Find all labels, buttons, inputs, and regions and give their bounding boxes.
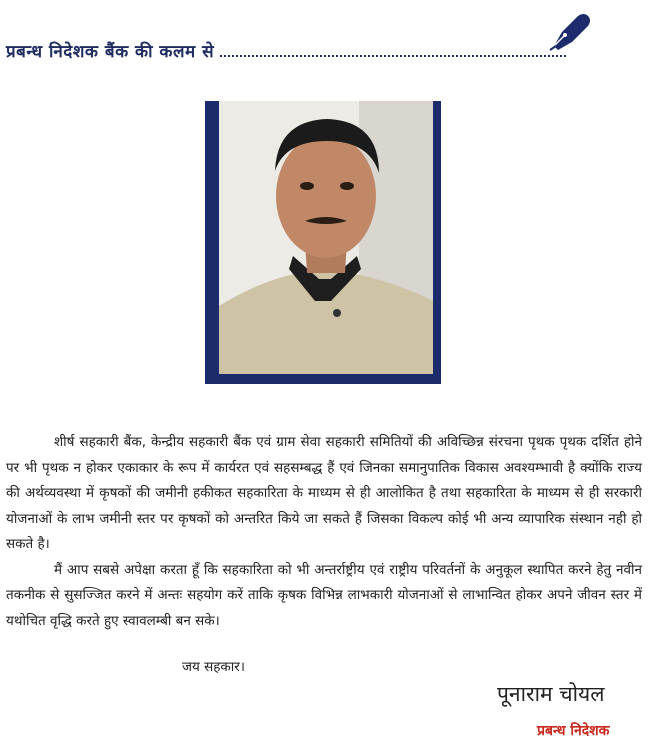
- signature-name: पूनाराम चोयल: [497, 682, 605, 706]
- message-paragraph-1: शीर्ष सहकारी बैंक, केन्द्रीय सहकारी बैंक एवं ग्राम सेवा सहकारी समितियों की अविच्छिन्न संरचना पृथक पृथक दर्शित होने पर भी पृथक न होकर एकाकार के रूप में कार्यरत एवं सहसम्बद्ध हैं एवं जिनका समानुपातिक विकास अवश्यम्भावी है क्योंकि राज्य की अर्थव्यवस्था में कृषकों की जमीनी हकीकत सहकारिता के माध्यम से ही आलोकित है तथा सहकारिता के माध्यम से ही सरकारी योजनाओं के लाभ जमीनी स्तर पर कृषकों को अन्तरित किये जा सकते हैं जिसका विकल्प कोई भी अन्य व्यापारिक संस्थान नही हो सकते है।: [6, 434, 642, 552]
- fountain-pen-icon: [548, 10, 594, 52]
- page-header: [6, 36, 566, 62]
- page-title: प्रबन्ध निदेशक बैंक की कलम से: [6, 42, 215, 62]
- closing-slogan: जय सहकार।: [182, 659, 245, 675]
- message-body: [6, 430, 642, 634]
- dotted-rule: [220, 54, 566, 57]
- portrait-illustration: [219, 101, 433, 374]
- portrait-photo: [219, 101, 433, 374]
- message-paragraph-2: मैं आप सबसे अपेक्षा करता हूँ कि सहकारिता को भी अन्तर्राष्ट्रीय एवं राष्ट्रीय परिवर्तनों के अनुकूल स्थापित करने हेतु नवीन तकनीक से सुसज्जित करने में अन्तः सहयोग करें ताकि कृषक विभिन्न लाभकारी योजनाओं से लाभान्वित होकर अपने जीवन स्तर में यथोचित वृद्धि करते हुए स्वावलम्बी बन सके।: [6, 561, 642, 629]
- signature-designation: प्रबन्ध निदेशक: [537, 723, 610, 739]
